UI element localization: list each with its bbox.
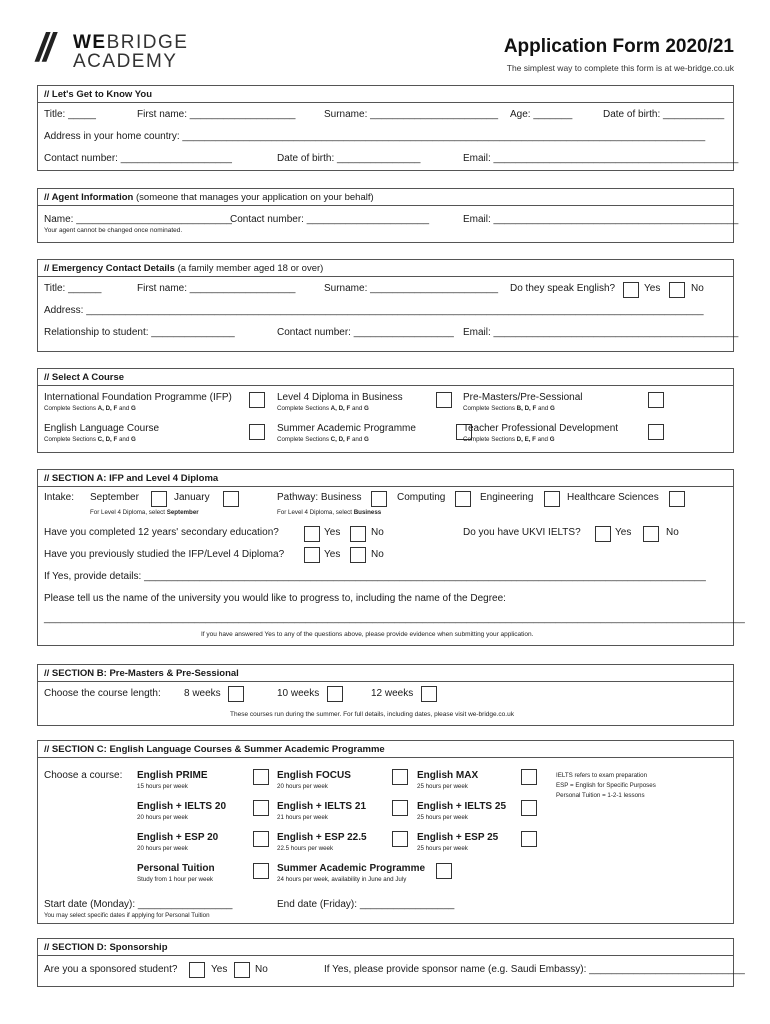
course-name: English + IELTS 21 bbox=[277, 801, 367, 812]
ec-contact-field[interactable]: Contact number: __________________ bbox=[277, 327, 454, 338]
studied-yes-checkbox[interactable] bbox=[304, 547, 320, 563]
september-label: September bbox=[90, 492, 139, 503]
pathway-engineering-label: Engineering bbox=[480, 492, 534, 503]
section-b bbox=[37, 664, 734, 726]
course-hours: 20 hours per week bbox=[137, 814, 188, 821]
agent-email-field[interactable]: Email: ____________________________________________ bbox=[463, 214, 739, 225]
course-name: English + ESP 25 bbox=[417, 832, 499, 843]
pathway-healthcare-checkbox[interactable] bbox=[669, 491, 685, 507]
contact-number-field[interactable]: Contact number: ____________________ bbox=[44, 153, 232, 164]
course-name: English Language Course bbox=[44, 423, 160, 434]
course-sections: Complete Sections C, D, F and G bbox=[277, 436, 369, 443]
university-question: Please tell us the name of the university you would like to progress to, including the name of the Degree: bbox=[44, 593, 506, 604]
course-hours: 21 hours per week bbox=[277, 814, 328, 821]
section-emergency bbox=[37, 259, 739, 352]
info-esp: ESP = English for Specific Purposes bbox=[556, 782, 656, 789]
course-hours: 20 hours per week bbox=[137, 845, 188, 852]
8-weeks-label: 8 weeks bbox=[184, 688, 221, 699]
english-esp-22-5-checkbox[interactable] bbox=[392, 831, 408, 847]
section-heading: // SECTION A: IFP and Level 4 Diploma bbox=[38, 470, 733, 487]
university-field[interactable]: ______________________________________________________________________________________________________________________________ bbox=[44, 613, 745, 624]
ec-email-field[interactable]: Email: ____________________________________________ bbox=[463, 327, 739, 338]
january-checkbox[interactable] bbox=[223, 491, 239, 507]
course-hours: 24 hours per week, availability in June and July bbox=[277, 876, 407, 883]
no-label: No bbox=[371, 527, 384, 538]
english-ielts-21-checkbox[interactable] bbox=[392, 800, 408, 816]
details-field[interactable]: If Yes, provide details: _____________________________________________________________________________________________________ bbox=[44, 571, 706, 582]
pathway-business-checkbox[interactable] bbox=[371, 491, 387, 507]
english-ielts-20-checkbox[interactable] bbox=[253, 800, 269, 816]
choose-course-label: Choose a course: bbox=[44, 770, 123, 781]
section-heading: // SECTION C: English Language Courses & Summer Academic Programme bbox=[38, 741, 733, 758]
course-level4-checkbox[interactable] bbox=[436, 392, 452, 408]
english-prime-checkbox[interactable] bbox=[253, 769, 269, 785]
course-hours: Study from 1 hour per week bbox=[137, 876, 214, 883]
pathway-note: For Level 4 Diploma, select Business bbox=[277, 509, 382, 516]
evidence-note: If you have answered Yes to any of the questions above, please provide evidence when submitting your application. bbox=[201, 631, 534, 638]
agent-contact-field[interactable]: Contact number: ______________________ bbox=[230, 214, 430, 225]
dob-field[interactable]: Date of birth: ___________ bbox=[603, 109, 725, 120]
section-heading: // Let's Get to Know You bbox=[38, 86, 733, 103]
agent-name-field[interactable]: Name: ____________________________ bbox=[44, 214, 232, 225]
course-teacher-checkbox[interactable] bbox=[648, 424, 664, 440]
course-english-checkbox[interactable] bbox=[249, 424, 265, 440]
course-length-label: Choose the course length: bbox=[44, 688, 161, 699]
english-esp-20-checkbox[interactable] bbox=[253, 831, 269, 847]
section-c bbox=[37, 740, 734, 924]
ec-relationship-field[interactable]: Relationship to student: _______________ bbox=[44, 327, 235, 338]
pathway-business-label: Pathway: Business bbox=[277, 492, 362, 503]
course-name: English + IELTS 25 bbox=[417, 801, 507, 812]
intake-label: Intake: bbox=[44, 492, 75, 503]
logo-mark: // bbox=[36, 26, 51, 70]
course-name: Personal Tuition bbox=[137, 863, 215, 874]
course-name: Teacher Professional Development bbox=[463, 423, 619, 434]
yes-label: Yes bbox=[324, 527, 341, 538]
course-name: Summer Academic Programme bbox=[277, 863, 426, 874]
yes-label: Yes bbox=[324, 549, 341, 560]
course-name: English + ESP 20 bbox=[137, 832, 219, 843]
intake-note: For Level 4 Diploma, select September bbox=[90, 509, 199, 516]
course-hours: 22.5 hours per week bbox=[277, 845, 334, 852]
sponsored-question: Are you a sponsored student? bbox=[44, 964, 178, 975]
course-hours: 15 hours per week bbox=[137, 783, 188, 790]
10-weeks-label: 10 weeks bbox=[277, 688, 320, 699]
section-heading: // SECTION D: Sponsorship bbox=[38, 939, 733, 956]
first-name-field[interactable]: First name: ___________________ bbox=[137, 109, 296, 120]
ec-surname-field[interactable]: Surname: _______________________ bbox=[324, 283, 499, 294]
personal-tuition-checkbox[interactable] bbox=[253, 863, 269, 879]
no-label: No bbox=[691, 283, 704, 294]
ielts-no-checkbox[interactable] bbox=[643, 526, 659, 542]
english-esp-25-checkbox[interactable] bbox=[521, 831, 537, 847]
12-weeks-label: 12 weeks bbox=[371, 688, 414, 699]
section-heading: // SECTION B: Pre-Masters & Pre-Sessional bbox=[38, 665, 733, 682]
info-tuition: Personal Tuition = 1-2-1 lessons bbox=[556, 792, 645, 799]
studied-no-checkbox[interactable] bbox=[350, 547, 366, 563]
course-hours: 25 hours per week bbox=[417, 814, 468, 821]
logo-bridge: BRIDGE bbox=[106, 32, 189, 53]
8-weeks-checkbox[interactable] bbox=[228, 686, 244, 702]
surname-field[interactable]: Surname: _______________________ bbox=[324, 109, 499, 120]
course-hours: 25 hours per week bbox=[417, 783, 468, 790]
sponsored-yes-checkbox[interactable] bbox=[189, 962, 205, 978]
september-checkbox[interactable] bbox=[151, 491, 167, 507]
no-label: No bbox=[371, 549, 384, 560]
course-sections: Complete Sections D, E, F and G bbox=[463, 436, 555, 443]
course-sections: Complete Sections A, D, F and G bbox=[277, 405, 369, 412]
course-name: English FOCUS bbox=[277, 770, 351, 781]
section-know-you bbox=[37, 85, 739, 171]
course-premasters-checkbox[interactable] bbox=[648, 392, 664, 408]
english-ielts-25-checkbox[interactable] bbox=[521, 800, 537, 816]
pathway-engineering-checkbox[interactable] bbox=[544, 491, 560, 507]
no-label: No bbox=[255, 964, 268, 975]
end-date-field[interactable]: End date (Friday): _________________ bbox=[277, 899, 455, 910]
section-heading: // Agent Information (someone that manages your application on your behalf) bbox=[38, 189, 733, 206]
studied-question: Have you previously studied the IFP/Level 4 Diploma? bbox=[44, 549, 285, 560]
course-hours: 20 hours per week bbox=[277, 783, 328, 790]
course-name: International Foundation Programme (IFP) bbox=[44, 392, 232, 403]
secondary-question: Have you completed 12 years' secondary education? bbox=[44, 527, 279, 538]
section-heading: // Emergency Contact Details (a family member aged 18 or over) bbox=[38, 260, 733, 277]
ielts-yes-checkbox[interactable] bbox=[595, 526, 611, 542]
start-date-field[interactable]: Start date (Monday): _________________ bbox=[44, 899, 233, 910]
email-field[interactable]: Email: ____________________________________________ bbox=[463, 153, 739, 164]
ec-english-no-checkbox[interactable] bbox=[669, 282, 685, 298]
summer-academic-checkbox[interactable] bbox=[436, 863, 452, 879]
course-hours: 25 hours per week bbox=[417, 845, 468, 852]
address-field[interactable]: Address in your home country: ______________________________________________________________________________________________ bbox=[44, 131, 706, 142]
dob-field-2[interactable]: Date of birth: _______________ bbox=[277, 153, 421, 164]
age-field[interactable]: Age: _______ bbox=[510, 109, 573, 120]
course-name: English + IELTS 20 bbox=[137, 801, 227, 812]
course-name: Summer Academic Programme bbox=[277, 423, 416, 434]
course-sections: Complete Sections C, D, F and G bbox=[44, 436, 136, 443]
sponsored-no-checkbox[interactable] bbox=[234, 962, 250, 978]
section-a bbox=[37, 469, 745, 646]
ec-address-field[interactable]: Address: _______________________________________________________________________________________________________________ bbox=[44, 305, 704, 316]
section-heading: // Select A Course bbox=[38, 369, 733, 386]
course-name: Level 4 Diploma in Business bbox=[277, 392, 403, 403]
title-field[interactable]: Title: _____ bbox=[44, 109, 96, 120]
summer-note: These courses run during the summer. For full details, including dates, please visit we-bridge.co.uk bbox=[230, 711, 514, 718]
pathway-healthcare-label: Healthcare Sciences bbox=[567, 492, 659, 503]
course-name: English + ESP 22.5 bbox=[277, 832, 367, 843]
agent-note: Your agent cannot be changed once nominated. bbox=[44, 227, 183, 234]
section-agent bbox=[37, 188, 739, 243]
yes-label: Yes bbox=[615, 527, 632, 538]
logo-we: WE bbox=[73, 32, 107, 53]
course-name: English MAX bbox=[417, 770, 479, 781]
ielts-question: Do you have UKVI IELTS? bbox=[463, 527, 581, 538]
january-label: January bbox=[174, 492, 210, 503]
10-weeks-checkbox[interactable] bbox=[327, 686, 343, 702]
pathway-computing-checkbox[interactable] bbox=[455, 491, 471, 507]
course-sections: Complete Sections B, D, F and G bbox=[463, 405, 555, 412]
yes-label: Yes bbox=[644, 283, 661, 294]
course-name: Pre-Masters/Pre-Sessional bbox=[463, 392, 583, 403]
form-subtitle: The simplest way to complete this form is at we-bridge.co.uk bbox=[506, 63, 734, 73]
ec-english-label: Do they speak English? bbox=[510, 283, 616, 294]
ec-english-yes-checkbox[interactable] bbox=[623, 282, 639, 298]
info-ielts: IELTS refers to exam preparation bbox=[556, 772, 648, 779]
no-label: No bbox=[666, 527, 679, 538]
sponsor-name-field[interactable]: If Yes, please provide sponsor name (e.g. Saudi Embassy): ____________________________ bbox=[324, 964, 745, 975]
course-name: English PRIME bbox=[137, 770, 208, 781]
logo-academy: ACADEMY bbox=[73, 51, 178, 72]
english-max-checkbox[interactable] bbox=[521, 769, 537, 785]
course-sections: Complete Sections A, D, F and G bbox=[44, 405, 136, 412]
secondary-no-checkbox[interactable] bbox=[350, 526, 366, 542]
section-select-course bbox=[37, 368, 734, 453]
pathway-computing-label: Computing bbox=[397, 492, 446, 503]
ec-first-name-field[interactable]: First name: ___________________ bbox=[137, 283, 296, 294]
course-ifp-checkbox[interactable] bbox=[249, 392, 265, 408]
start-date-note: You may select specific dates if applying for Personal Tuition bbox=[44, 912, 210, 919]
12-weeks-checkbox[interactable] bbox=[421, 686, 437, 702]
yes-label: Yes bbox=[211, 964, 228, 975]
ec-title-field[interactable]: Title: ______ bbox=[44, 283, 102, 294]
section-d bbox=[37, 938, 745, 987]
form-title: Application Form 2020/21 bbox=[503, 36, 734, 57]
secondary-yes-checkbox[interactable] bbox=[304, 526, 320, 542]
english-focus-checkbox[interactable] bbox=[392, 769, 408, 785]
